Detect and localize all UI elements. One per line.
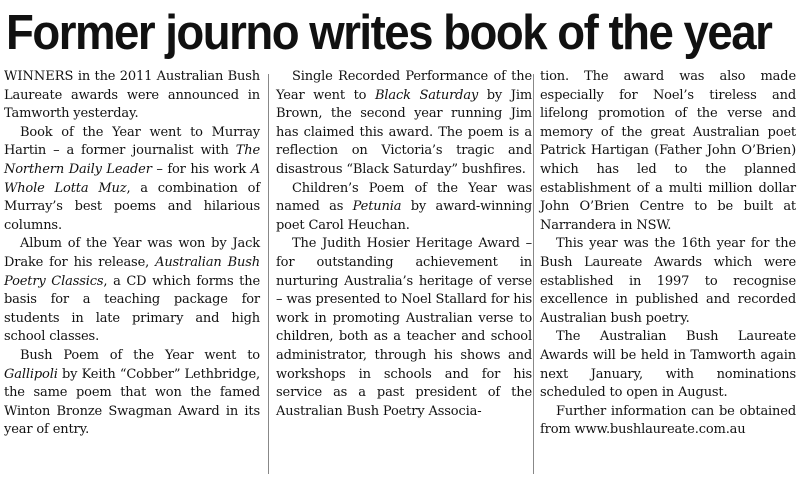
paragraph-16th-year: This year was the 16th year for the Bush Laureate Awards which were established in 1997 to recognise excellence in published and recorded Australian bush poetry.: [540, 236, 796, 326]
text-segment: Album of the Year was won by Jack Drake for his release,: [4, 236, 260, 270]
column-divider-right: [533, 74, 534, 474]
poem-title: Gallipoli: [4, 366, 58, 382]
paragraph-album-of-year: [4, 235, 260, 347]
lead-caps: WINNERS: [4, 69, 74, 84]
article-headline: Former journo writes book of the year: [6, 6, 772, 60]
text-segment: by Jim Brown, the second year running Jim has claimed this award. The poem is a reflection on Victoria’s tragic and disastrous “Black Saturday” bushfires.: [276, 87, 532, 177]
column-divider-left: [268, 74, 269, 474]
paragraph-bush-poem: [4, 347, 260, 440]
album-title: Australian Bush Poetry Classics: [4, 254, 260, 289]
intro-text: in the 2011 Australian Bush Laureate awards were announced in Tamworth yesterday.: [4, 69, 260, 122]
text-segment: by Keith “Cobber” Lethbridge, the same poem that won the famed Winton Bronze Swagman Award in its year of entry.: [4, 366, 260, 438]
article-column-2: [276, 68, 532, 421]
text-segment: Bush Poem of the Year went to: [20, 347, 260, 363]
text-segment: – for his work: [151, 161, 251, 177]
book-title: A Whole Lotta Muz: [4, 161, 260, 196]
paragraph-childrens-poem: [276, 180, 532, 236]
paragraph-book-of-year: [4, 124, 260, 236]
article-column-3: [540, 68, 796, 440]
paragraph-next-awards: The Australian Bush Laureate Awards will be held in Tamworth again next January, with nominations scheduled to open in August.: [540, 329, 796, 401]
text-segment: , a CD which forms the basis for a teaching package for students in late primary and high school classes.: [4, 273, 260, 345]
text-segment: Children’s Poem of the Year was named as: [276, 180, 532, 215]
text-segment: , a combination of Murray’s best poems and hilarious columns.: [4, 180, 260, 233]
childrens-poem-title: Petunia: [352, 199, 402, 215]
text-segment: by award-winning poet Carol Heuchan.: [276, 199, 532, 233]
paragraph-further-information: Further information can be obtained from www.bushlaureate.com.au: [540, 403, 796, 438]
paragraph-recorded-performance: [276, 68, 532, 180]
article-column-1: [4, 68, 260, 440]
paragraph-heritage-award: The Judith Hosier Heritage Award – for outstanding achievement in nurturing Australia’s heritage of verse – was presented to Noel Stallard for his work in promoting Australian verse to children, both as a teacher and school administrator, through his shows and workshops in schools and for his service as a past president of the Australian Bush Poetry Associa-: [276, 236, 532, 419]
text-segment: Single Recorded Performance of the Year went to: [276, 69, 532, 103]
performance-title: Black Saturday: [374, 87, 479, 103]
paragraph-intro: [4, 68, 260, 124]
text-segment: Book of the Year went to Murray Hartin – a former journalist with: [4, 124, 260, 159]
newspaper-title: The Northern Daily Leader: [4, 143, 260, 177]
paragraph-heritage-award-continued: tion. The award was also made especially for Noel’s tireless and lifelong promotion of the verse and memory of the great Australian poet Patrick Hartigan (Father John O’Brien) which has led to the planned establishment of a multi million dollar John O’Brien Centre to be built at Narrandera in NSW.: [540, 69, 796, 233]
